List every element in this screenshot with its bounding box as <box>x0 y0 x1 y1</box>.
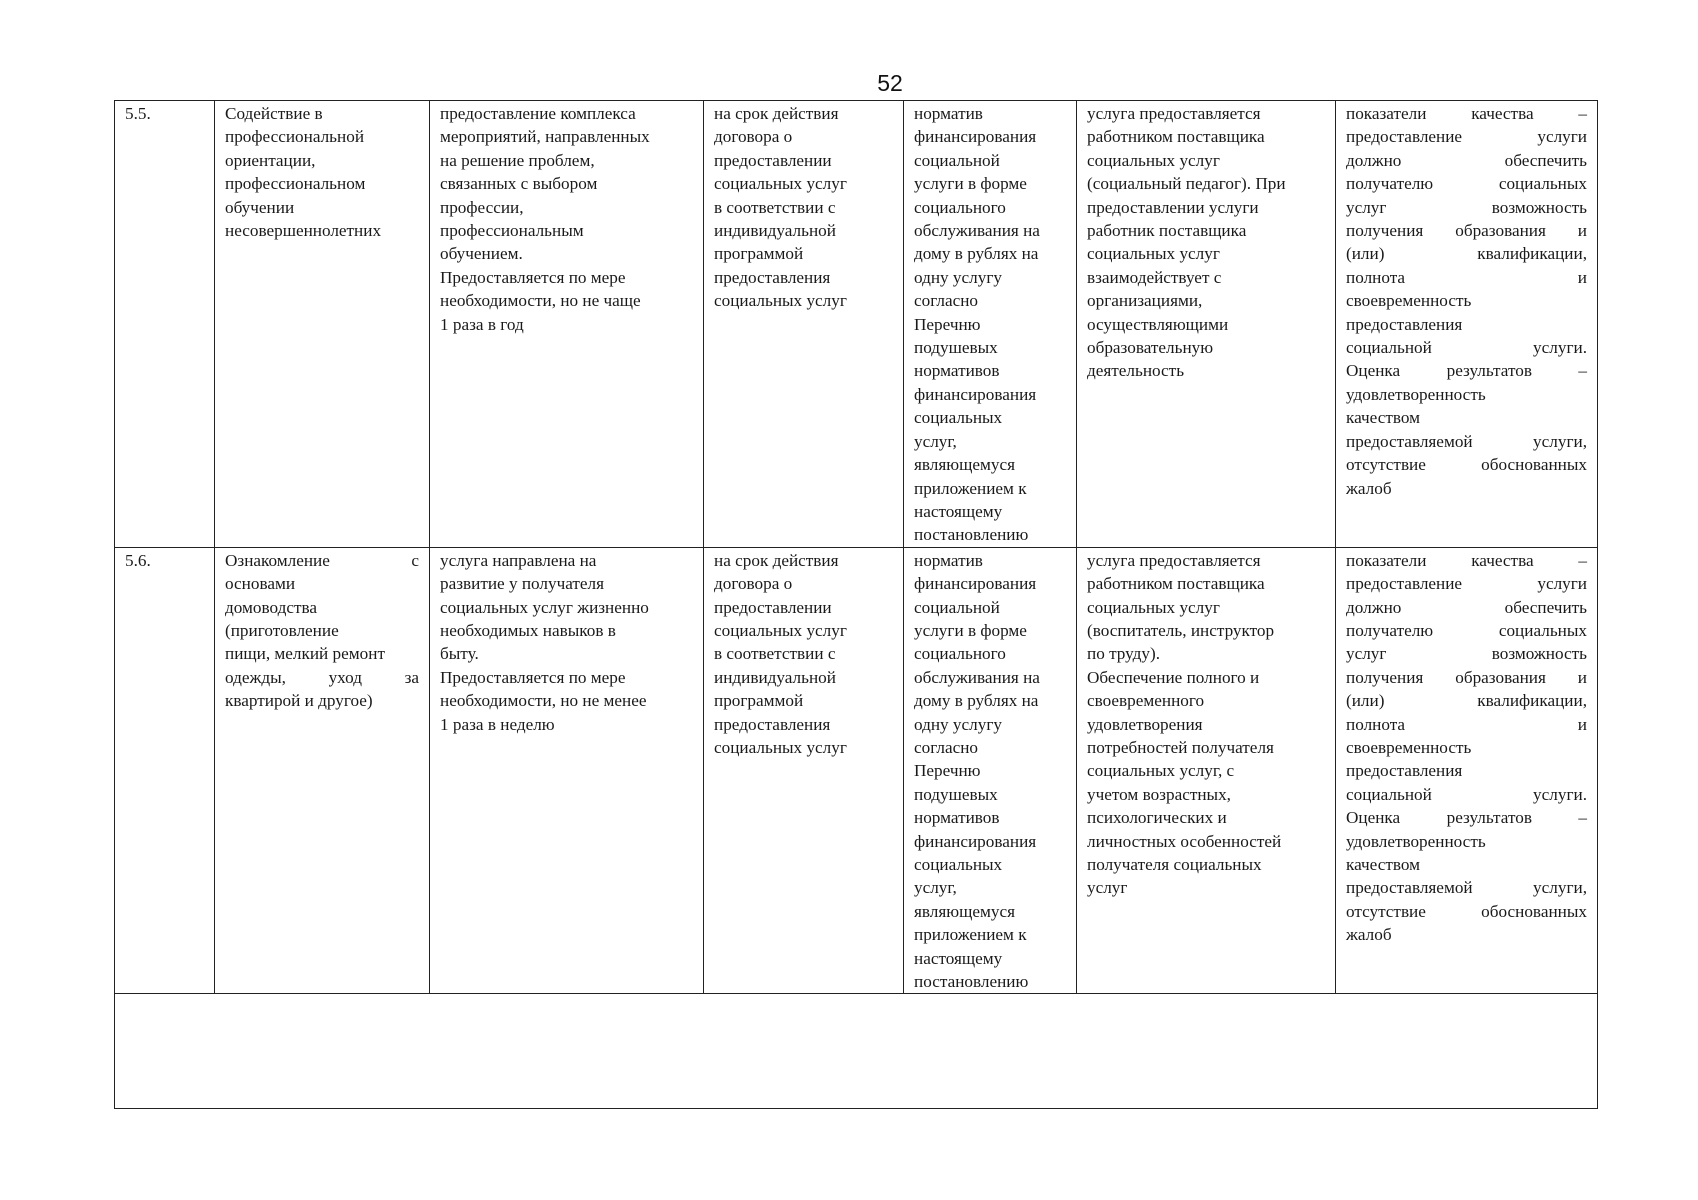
cell-line: услуга предоставляется <box>1087 104 1261 123</box>
cell-line: приложением к <box>914 925 1027 945</box>
cell-line: профессиональным <box>440 221 584 241</box>
cell-line: в соответствии с <box>714 197 836 217</box>
cell-line: услуг, <box>914 431 957 451</box>
cell-line: подушевых <box>914 338 998 358</box>
cell-line: по труду). <box>1087 644 1161 664</box>
cell-line: (приготовление <box>225 620 339 640</box>
cell-line: взаимодействует с <box>1087 267 1222 287</box>
cell-line: несовершеннолетних <box>225 221 382 241</box>
cell-line: предоставляемой услуги, <box>1346 878 1587 898</box>
cell-line: (воспитатель, инструктор <box>1087 620 1275 640</box>
cell-line: социальных услуг <box>714 620 847 640</box>
cell-line: на срок действия <box>714 550 839 570</box>
cell-line: ориентации, <box>225 150 316 170</box>
cell-line: предоставление комплекса <box>440 104 636 123</box>
cell-line: обслуживания на <box>914 221 1040 241</box>
cell-line: удовлетворенность <box>1346 831 1486 851</box>
service-name-cell <box>215 547 430 994</box>
service-conditions-cell <box>1077 547 1336 994</box>
cell-line: связанных с выбором <box>440 174 598 194</box>
cell-line: являющемуся <box>914 455 1015 475</box>
cell-line: услуги в форме <box>914 174 1027 194</box>
cell-line: получения образования и <box>1346 667 1587 687</box>
service-term-cell <box>704 547 904 994</box>
cell-line: работником поставщика <box>1087 574 1265 594</box>
cell-line: Оценка результатов – <box>1346 361 1587 381</box>
cell-line: согласно <box>914 291 979 311</box>
cell-line: организациями, <box>1087 291 1203 311</box>
cell-line: Оценка результатов – <box>1346 808 1587 828</box>
cell-line: финансирования <box>914 127 1037 147</box>
cell-line: услуг возможность <box>1346 644 1587 664</box>
cell-line: (социальный педагог). При <box>1087 174 1286 194</box>
cell-line: качеством <box>1346 855 1421 874</box>
cell-line: необходимых навыков в <box>440 620 616 640</box>
cell-line: показатели качества – <box>1346 104 1587 123</box>
row-number-cell <box>115 101 215 548</box>
cell-line: обслуживания на <box>914 667 1040 687</box>
cell-line: своевременного <box>1087 691 1205 711</box>
service-norm-cell <box>904 101 1077 548</box>
cell-line: Предоставляется по мере <box>440 667 626 687</box>
cell-line: предоставление услуги <box>1346 127 1587 147</box>
cell-line: отсутствие обоснованных <box>1346 901 1587 921</box>
cell-line: социальных <box>914 408 1003 428</box>
cell-line: отсутствие обоснованных <box>1346 455 1587 475</box>
cell-line: договора о <box>714 127 793 147</box>
cell-line: квартирой и другое) <box>225 691 373 711</box>
cell-line: программой <box>714 244 804 264</box>
cell-line: необходимости, но не менее <box>440 691 647 711</box>
cell-line: удовлетворенность <box>1346 384 1486 404</box>
cell-line: получения образования и <box>1346 221 1587 241</box>
cell-line: работник поставщика <box>1087 221 1247 241</box>
cell-line: 1 раза в неделю <box>440 714 555 734</box>
cell-line: норматив <box>914 104 983 123</box>
service-conditions-cell <box>1077 101 1336 548</box>
cell-line: на решение проблем, <box>440 150 595 170</box>
cell-line: социального <box>914 644 1006 664</box>
cell-line: предоставлении услуги <box>1087 197 1259 217</box>
cell-line: согласно <box>914 737 979 757</box>
cell-line: услуги в форме <box>914 620 1027 640</box>
cell-line: услуга направлена на <box>440 550 597 570</box>
cell-line: получателя социальных <box>1087 855 1262 874</box>
cell-line: удовлетворения <box>1087 714 1203 734</box>
cell-line: деятельность <box>1087 361 1185 381</box>
cell-line: предоставление услуги <box>1346 574 1587 594</box>
cell-line: социальных услуг <box>714 174 847 194</box>
cell-line: финансирования <box>914 384 1037 404</box>
cell-line: работником поставщика <box>1087 127 1265 147</box>
cell-line: социальной <box>914 597 1000 617</box>
cell-line: на срок действия <box>714 104 839 123</box>
cell-line: в соответствии с <box>714 644 836 664</box>
cell-line: предоставляемой услуги, <box>1346 431 1587 451</box>
cell-line: финансирования <box>914 574 1037 594</box>
cell-line: социальных услуг <box>1087 150 1220 170</box>
cell-line: получателю социальных <box>1346 174 1587 194</box>
empty-cell <box>115 994 1598 1109</box>
cell-line: своевременность <box>1346 737 1472 757</box>
cell-line: профессиональном <box>225 174 366 194</box>
services-table <box>114 100 1598 1109</box>
cell-line: являющемуся <box>914 901 1015 921</box>
cell-line: нормативов <box>914 808 1000 828</box>
cell-line: социальных <box>914 855 1003 874</box>
cell-line: одну услугу <box>914 714 1002 734</box>
cell-line: основами <box>225 574 296 594</box>
service-name-cell <box>215 101 430 548</box>
cell-line: предоставления <box>1346 761 1463 781</box>
cell-line: учетом возрастных, <box>1087 784 1231 804</box>
cell-line: психологических и <box>1087 808 1227 828</box>
service-norm-cell <box>904 547 1077 994</box>
cell-line: услуга предоставляется <box>1087 550 1261 570</box>
cell-line: жалоб <box>1346 478 1392 498</box>
cell-line: социальных услуг жизненно <box>440 597 649 617</box>
cell-line: быту. <box>440 644 479 664</box>
service-quality-cell <box>1336 547 1598 994</box>
cell-line: приложением к <box>914 478 1027 498</box>
cell-line: социальных услуг <box>714 291 847 311</box>
cell-line: нормативов <box>914 361 1000 381</box>
cell-line: профессии, <box>440 197 524 217</box>
cell-line: показатели качества – <box>1346 550 1587 570</box>
cell-line: личностных особенностей <box>1087 831 1282 851</box>
cell-line: настоящему <box>914 501 1003 521</box>
cell-line: мероприятий, направленных <box>440 127 650 147</box>
cell-line: социального <box>914 197 1006 217</box>
cell-line: получателю социальных <box>1346 620 1587 640</box>
page-number: 52 <box>877 70 903 96</box>
row-number-cell <box>115 547 215 994</box>
cell-line: предоставления <box>1346 314 1463 334</box>
cell-line: одежды, уход за <box>225 667 419 687</box>
cell-line: развитие у получателя <box>440 574 605 594</box>
cell-line: социальной <box>914 150 1000 170</box>
cell-line: предоставления <box>714 714 831 734</box>
cell-line: должно обеспечить <box>1346 150 1587 170</box>
cell-line: предоставлении <box>714 597 832 617</box>
cell-line: 1 раза в год <box>440 314 524 334</box>
service-description-cell <box>430 547 704 994</box>
service-term-cell <box>704 101 904 548</box>
cell-line: услуг возможность <box>1346 197 1587 217</box>
cell-line: необходимости, но не чаще <box>440 291 641 311</box>
cell-text: 5.6. <box>125 550 151 570</box>
cell-line: предоставления <box>714 267 831 287</box>
cell-line: полнота и <box>1346 714 1587 734</box>
empty-row <box>115 994 1598 1109</box>
cell-line: норматив <box>914 550 983 570</box>
cell-line: одну услугу <box>914 267 1002 287</box>
cell-line: обучением. <box>440 244 523 264</box>
cell-line: индивидуальной <box>714 667 836 687</box>
service-quality-cell <box>1336 101 1598 548</box>
cell-line: (или) квалификации, <box>1346 244 1587 264</box>
cell-line: дому в рублях на <box>914 691 1039 711</box>
cell-line: социальных услуг <box>1087 597 1220 617</box>
cell-line: социальных услуг <box>714 737 847 757</box>
cell-line: Перечню <box>914 314 981 334</box>
cell-line: программой <box>714 691 804 711</box>
cell-line: осуществляющими <box>1087 314 1229 334</box>
cell-line: обучении <box>225 197 295 217</box>
cell-line: профессиональной <box>225 127 365 147</box>
cell-line: полнота и <box>1346 267 1587 287</box>
cell-line: потребностей получателя <box>1087 737 1274 757</box>
cell-line: Предоставляется по мере <box>440 267 626 287</box>
cell-line: дому в рублях на <box>914 244 1039 264</box>
cell-line: Обеспечение полного и <box>1087 667 1260 687</box>
cell-line: социальной услуги. <box>1346 338 1587 358</box>
cell-line: финансирования <box>914 831 1037 851</box>
cell-line: услуг, <box>914 878 957 898</box>
cell-line: социальных услуг, с <box>1087 761 1235 781</box>
cell-line: Ознакомление с <box>225 550 419 570</box>
cell-line: договора о <box>714 574 793 594</box>
cell-line: пищи, мелкий ремонт <box>225 644 385 664</box>
cell-line: социальной услуги. <box>1346 784 1587 804</box>
cell-line: постановлению <box>914 972 1029 992</box>
cell-text: 5.5. <box>125 104 151 123</box>
cell-line: индивидуальной <box>714 221 836 241</box>
cell-line: качеством <box>1346 408 1421 428</box>
cell-line: настоящему <box>914 948 1003 968</box>
cell-line: предоставлении <box>714 150 832 170</box>
cell-line: жалоб <box>1346 925 1392 945</box>
cell-line: подушевых <box>914 784 998 804</box>
cell-line: постановлению <box>914 525 1029 545</box>
cell-line: домоводства <box>225 597 317 617</box>
table-row <box>115 547 1598 994</box>
cell-line: Содействие в <box>225 104 323 123</box>
service-description-cell <box>430 101 704 548</box>
cell-line: (или) квалификации, <box>1346 691 1587 711</box>
table-row <box>115 101 1598 548</box>
cell-line: социальных услуг <box>1087 244 1220 264</box>
cell-line: образовательную <box>1087 338 1214 358</box>
cell-line: своевременность <box>1346 291 1472 311</box>
cell-line: должно обеспечить <box>1346 597 1587 617</box>
cell-line: услуг <box>1087 878 1128 898</box>
cell-line: Перечню <box>914 761 981 781</box>
